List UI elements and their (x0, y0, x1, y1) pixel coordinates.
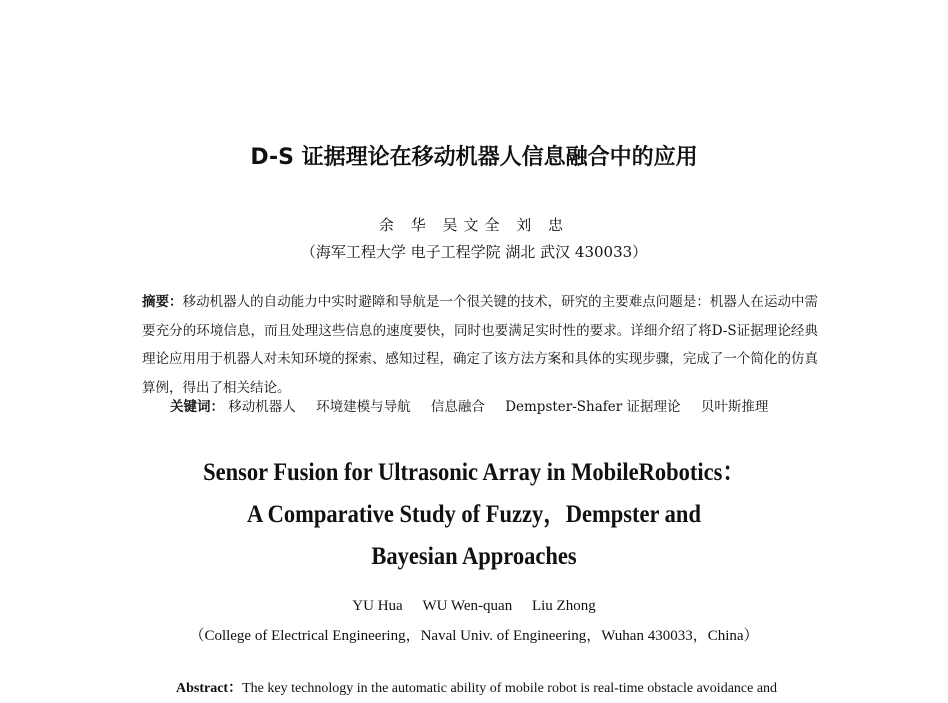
english-abstract-text: The key technology in the automatic ability of mobile robot is real-time obstacle avoidance and (242, 681, 778, 696)
chinese-keywords (170, 395, 790, 415)
chinese-keywords-label: 关键词： (170, 399, 224, 415)
keyword-4: Dempster-Shafer 证据理论 (505, 399, 681, 415)
english-title-line-2: A Comparative Study of Fuzzy，Dempster and (247, 501, 701, 528)
english-affiliation: （College of Electrical Engineering，Naval Univ. of Engineering，Wuhan 430033，China） (189, 628, 759, 644)
english-title (47, 452, 900, 578)
english-title-line-1: Sensor Fusion for Ultrasonic Array in MobileRobotics： (203, 459, 745, 486)
keyword-5: 贝叶斯推理 (700, 399, 769, 415)
author-2-en: WU Wen-quan (422, 598, 513, 614)
author-3-cn: 刘 忠 (516, 216, 570, 234)
chinese-title: D-S 证据理论在移动机器人信息融合中的应用 (250, 145, 698, 170)
chinese-abstract-label: 摘要： (142, 294, 183, 310)
author-3-en: Liu Zhong (531, 598, 596, 614)
chinese-authors (0, 214, 948, 235)
english-abstract (176, 677, 836, 697)
english-title-line-3: Bayesian Approaches (371, 543, 577, 570)
author-1-en: YU Hua (352, 598, 403, 614)
keyword-1: 移动机器人 (228, 399, 296, 415)
chinese-abstract (142, 288, 818, 402)
chinese-affiliation: （海军工程大学 电子工程学院 湖北 武汉 430033） (300, 243, 648, 261)
english-abstract-label: Abstract： (176, 681, 243, 696)
author-2-cn: 吴文全 (442, 216, 506, 234)
keyword-2: 环境建模与导航 (316, 399, 411, 415)
chinese-abstract-text: 移动机器人的自动能力中实时避障和导航是一个很关键的技术，研究的主要难点问题是：机器人在运动中需要充分的环境信息，而且处理这些信息的速度要快，同时也要满足实时性的要求。详细介绍了将D-S证据理论经典理论应用用于机器人对未知环境的探索、感知过程，确定了该方法方案和具体的实现步骤，完成了一个简化的仿真算例，得出了相关结论。 (142, 294, 818, 396)
author-1-cn: 余 华 (378, 216, 432, 234)
keyword-3: 信息融合 (430, 399, 485, 415)
english-authors (0, 598, 948, 615)
